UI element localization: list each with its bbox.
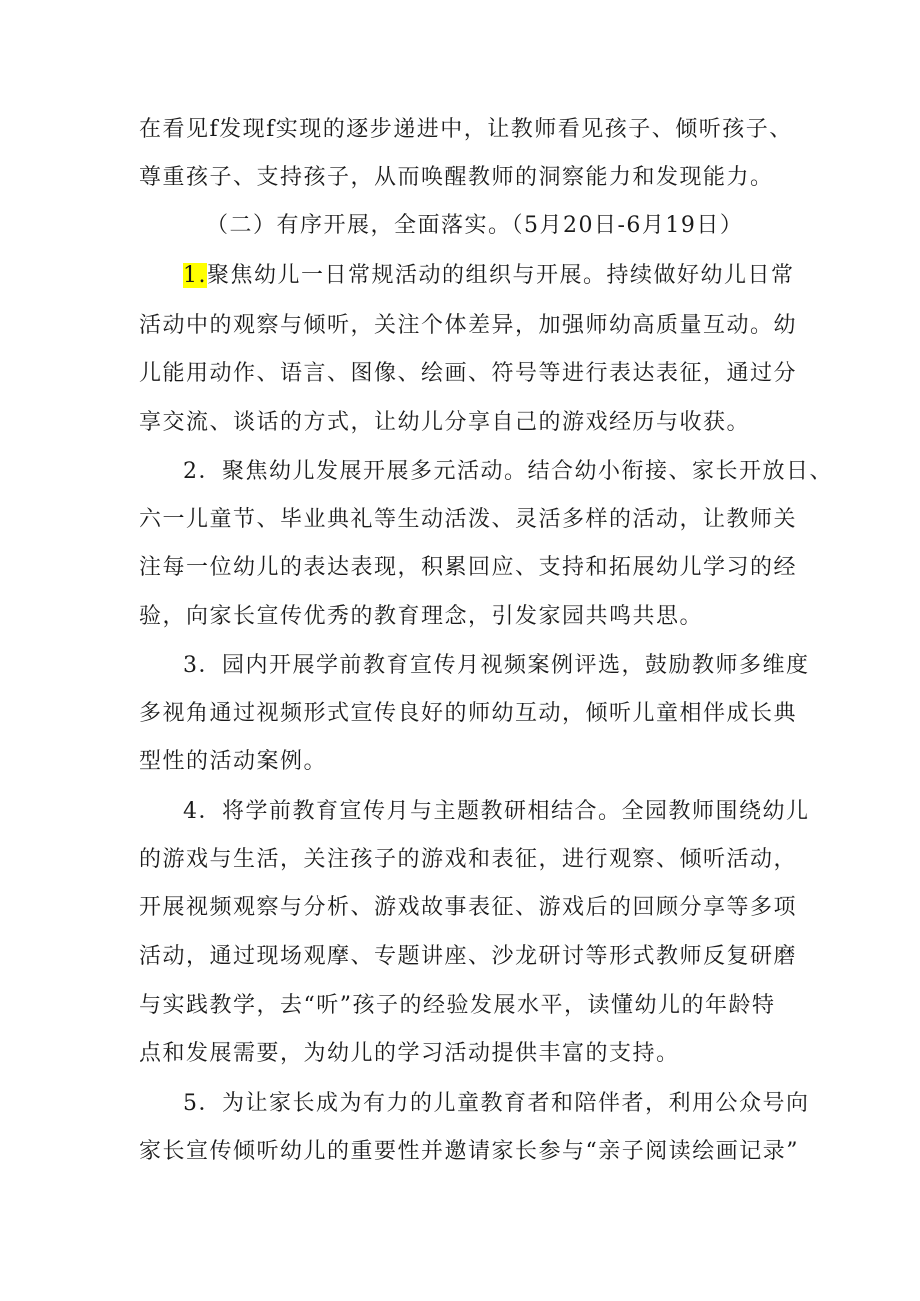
- item-4-line-5: 与实践教学，去“听”孩子的经验发展水平，读懂幼儿的年龄特: [139, 993, 776, 1018]
- item-1-line-4: 享交流、谈话的方式，让幼儿分享自己的游戏经历与收获。: [139, 410, 751, 435]
- item-2-line-3: 注每一位幼儿的表达表现，积累回应、支持和拓展幼儿学习的经: [139, 555, 798, 580]
- intro-line-1: 在看见f发现f实现的逐步递进中，让教师看见孩子、倾听孩子、: [139, 117, 793, 142]
- item-5-line-2: 家长宣传倾听幼儿的重要性并邀请家长参与“亲子阅读绘画记录”: [139, 1139, 799, 1164]
- section-heading: （二）有序开展，全面落实。（5月20日-6月19日）: [206, 213, 744, 238]
- intro-line-2: 尊重孩子、支持孩子，从而唤醒教师的洞察能力和发现能力。: [139, 165, 774, 190]
- item-1-line-2: 活动中的观察与倾听，关注个体差异，加强师幼高质量互动。幼: [139, 313, 798, 338]
- item-1-first-line: [0, 261, 920, 291]
- item-4-line-6: 点和发展需要，为幼儿的学习活动提供丰富的支持。: [139, 1041, 680, 1066]
- item-4-line-3: 开展视频观察与分析、游戏故事表征、游戏后的回顾分享等多项: [139, 895, 798, 920]
- item-2-line-1: 2．聚焦幼儿发展开展多元活动。结合幼小衔接、家长开放日、: [183, 459, 833, 484]
- item-1-line-1: 聚焦幼儿一日常规活动的组织与开展。持续做好幼儿日常: [207, 263, 795, 288]
- item-5-line-1: 5．为让家长成为有力的儿童教育者和陪伴者，利用公众号向: [183, 1091, 810, 1116]
- item-4-line-1: 4．将学前教育宣传月与主题教研相结合。全园教师围绕幼儿: [183, 799, 810, 824]
- item-4-line-4: 活动，通过现场观摩、专题讲座、沙龙研讨等形式教师反复研磨: [139, 944, 798, 969]
- highlighted-item-number: 1.: [183, 263, 207, 288]
- item-2-line-2: 六一儿童节、毕业典礼等生动活泼、灵活多样的活动，让教师关: [139, 507, 798, 532]
- item-3-line-3: 型性的活动案例。: [139, 749, 328, 774]
- item-2-line-4: 验，向家长宣传优秀的教育理念，引发家园共鸣共思。: [139, 604, 704, 629]
- item-1-line-3: 儿能用动作、语言、图像、绘画、符号等进行表达表征，通过分: [139, 361, 798, 386]
- item-3-line-2: 多视角通过视频形式宣传良好的师幼互动，倾听儿童相伴成长典: [139, 701, 798, 726]
- item-4-line-2: 的游戏与生活，关注孩子的游戏和表征，进行观察、倾听活动，: [139, 847, 798, 872]
- item-3-line-1: 3．园内开展学前教育宣传月视频案例评选，鼓励教师多维度: [183, 653, 810, 678]
